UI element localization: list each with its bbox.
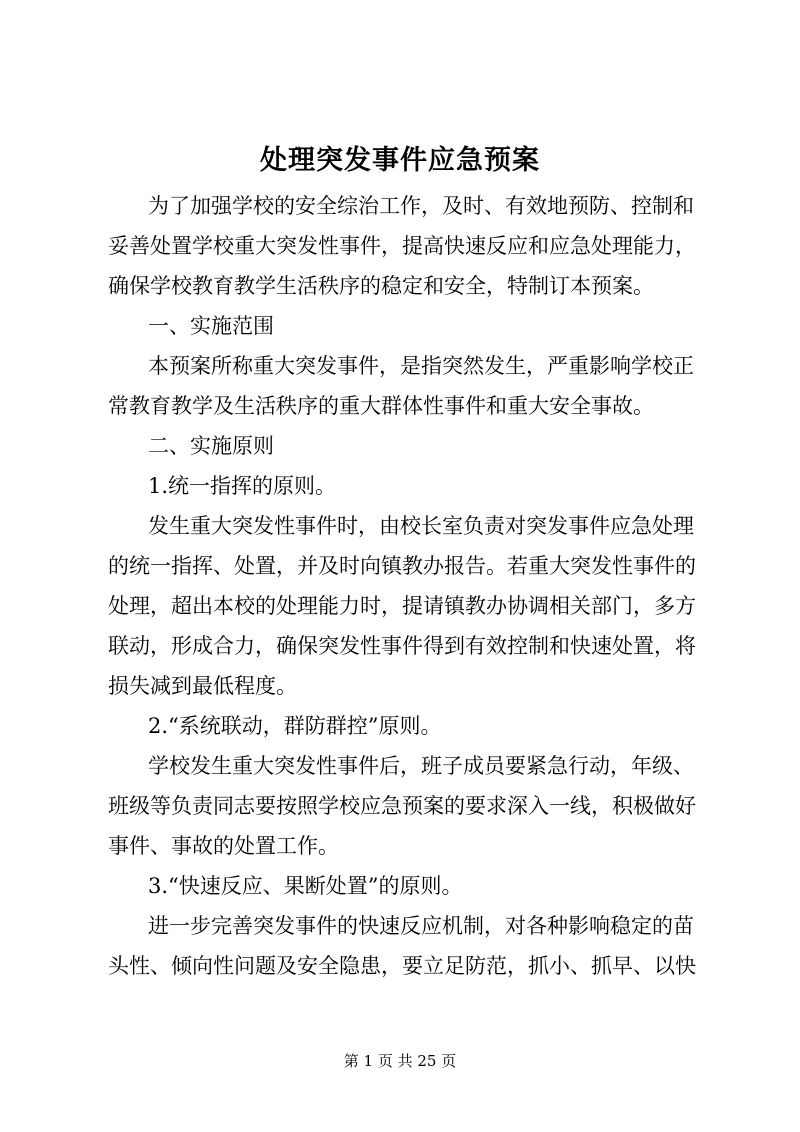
text-line: 一、实施范围: [148, 314, 274, 338]
text-line: 1.统一指挥的原则。: [148, 474, 337, 498]
text-line: 二、实施原则: [148, 434, 274, 458]
text-line: 学校发生重大突发性事件后，班子成员要紧急行动，年级、: [148, 754, 694, 778]
text-line: 头性、倾向性问题及安全隐患，要立足防范，抓小、抓早、以快: [108, 954, 696, 978]
text-line: 的统一指挥、处置，并及时向镇教办报告。若重大突发性事件的: [108, 554, 696, 578]
text-line: 3.“快速反应、果断处置”的原则。: [148, 874, 463, 898]
text-line: 妥善处置学校重大突发性事件，提高快速反应和应急处理能力，: [108, 234, 696, 258]
text-line: 2.“系统联动，群防群控”原则。: [148, 714, 442, 738]
text-line: 处理，超出本校的处理能力时，提请镇教办协调相关部门，多方: [108, 594, 696, 618]
text-line: 为了加强学校的安全综治工作，及时、有效地预防、控制和: [148, 194, 694, 218]
document-title: 处理突发事件应急预案: [260, 145, 540, 176]
page-footer: 第 1 页 共 25 页: [343, 1052, 457, 1070]
document-body: [108, 186, 708, 986]
text-line: 常教育教学及生活秩序的重大群体性事件和重大安全事故。: [108, 394, 654, 418]
text-line: 本预案所称重大突发事件，是指突然发生，严重影响学校正: [148, 354, 694, 378]
text-line: 联动，形成合力，确保突发性事件得到有效控制和快速处置，将: [108, 634, 696, 658]
text-line: 损失减到最低程度。: [108, 674, 297, 698]
text-line: 事件、事故的处置工作。: [108, 834, 339, 858]
text-line: 班级等负责同志要按照学校应急预案的要求深入一线，积极做好: [108, 794, 696, 818]
text-line: 进一步完善突发事件的快速反应机制，对各种影响稳定的苗: [148, 914, 694, 938]
text-line: 发生重大突发性事件时，由校长室负责对突发事件应急处理: [148, 514, 694, 538]
text-line: 确保学校教育教学生活秩序的稳定和安全，特制订本预案。: [108, 274, 654, 298]
